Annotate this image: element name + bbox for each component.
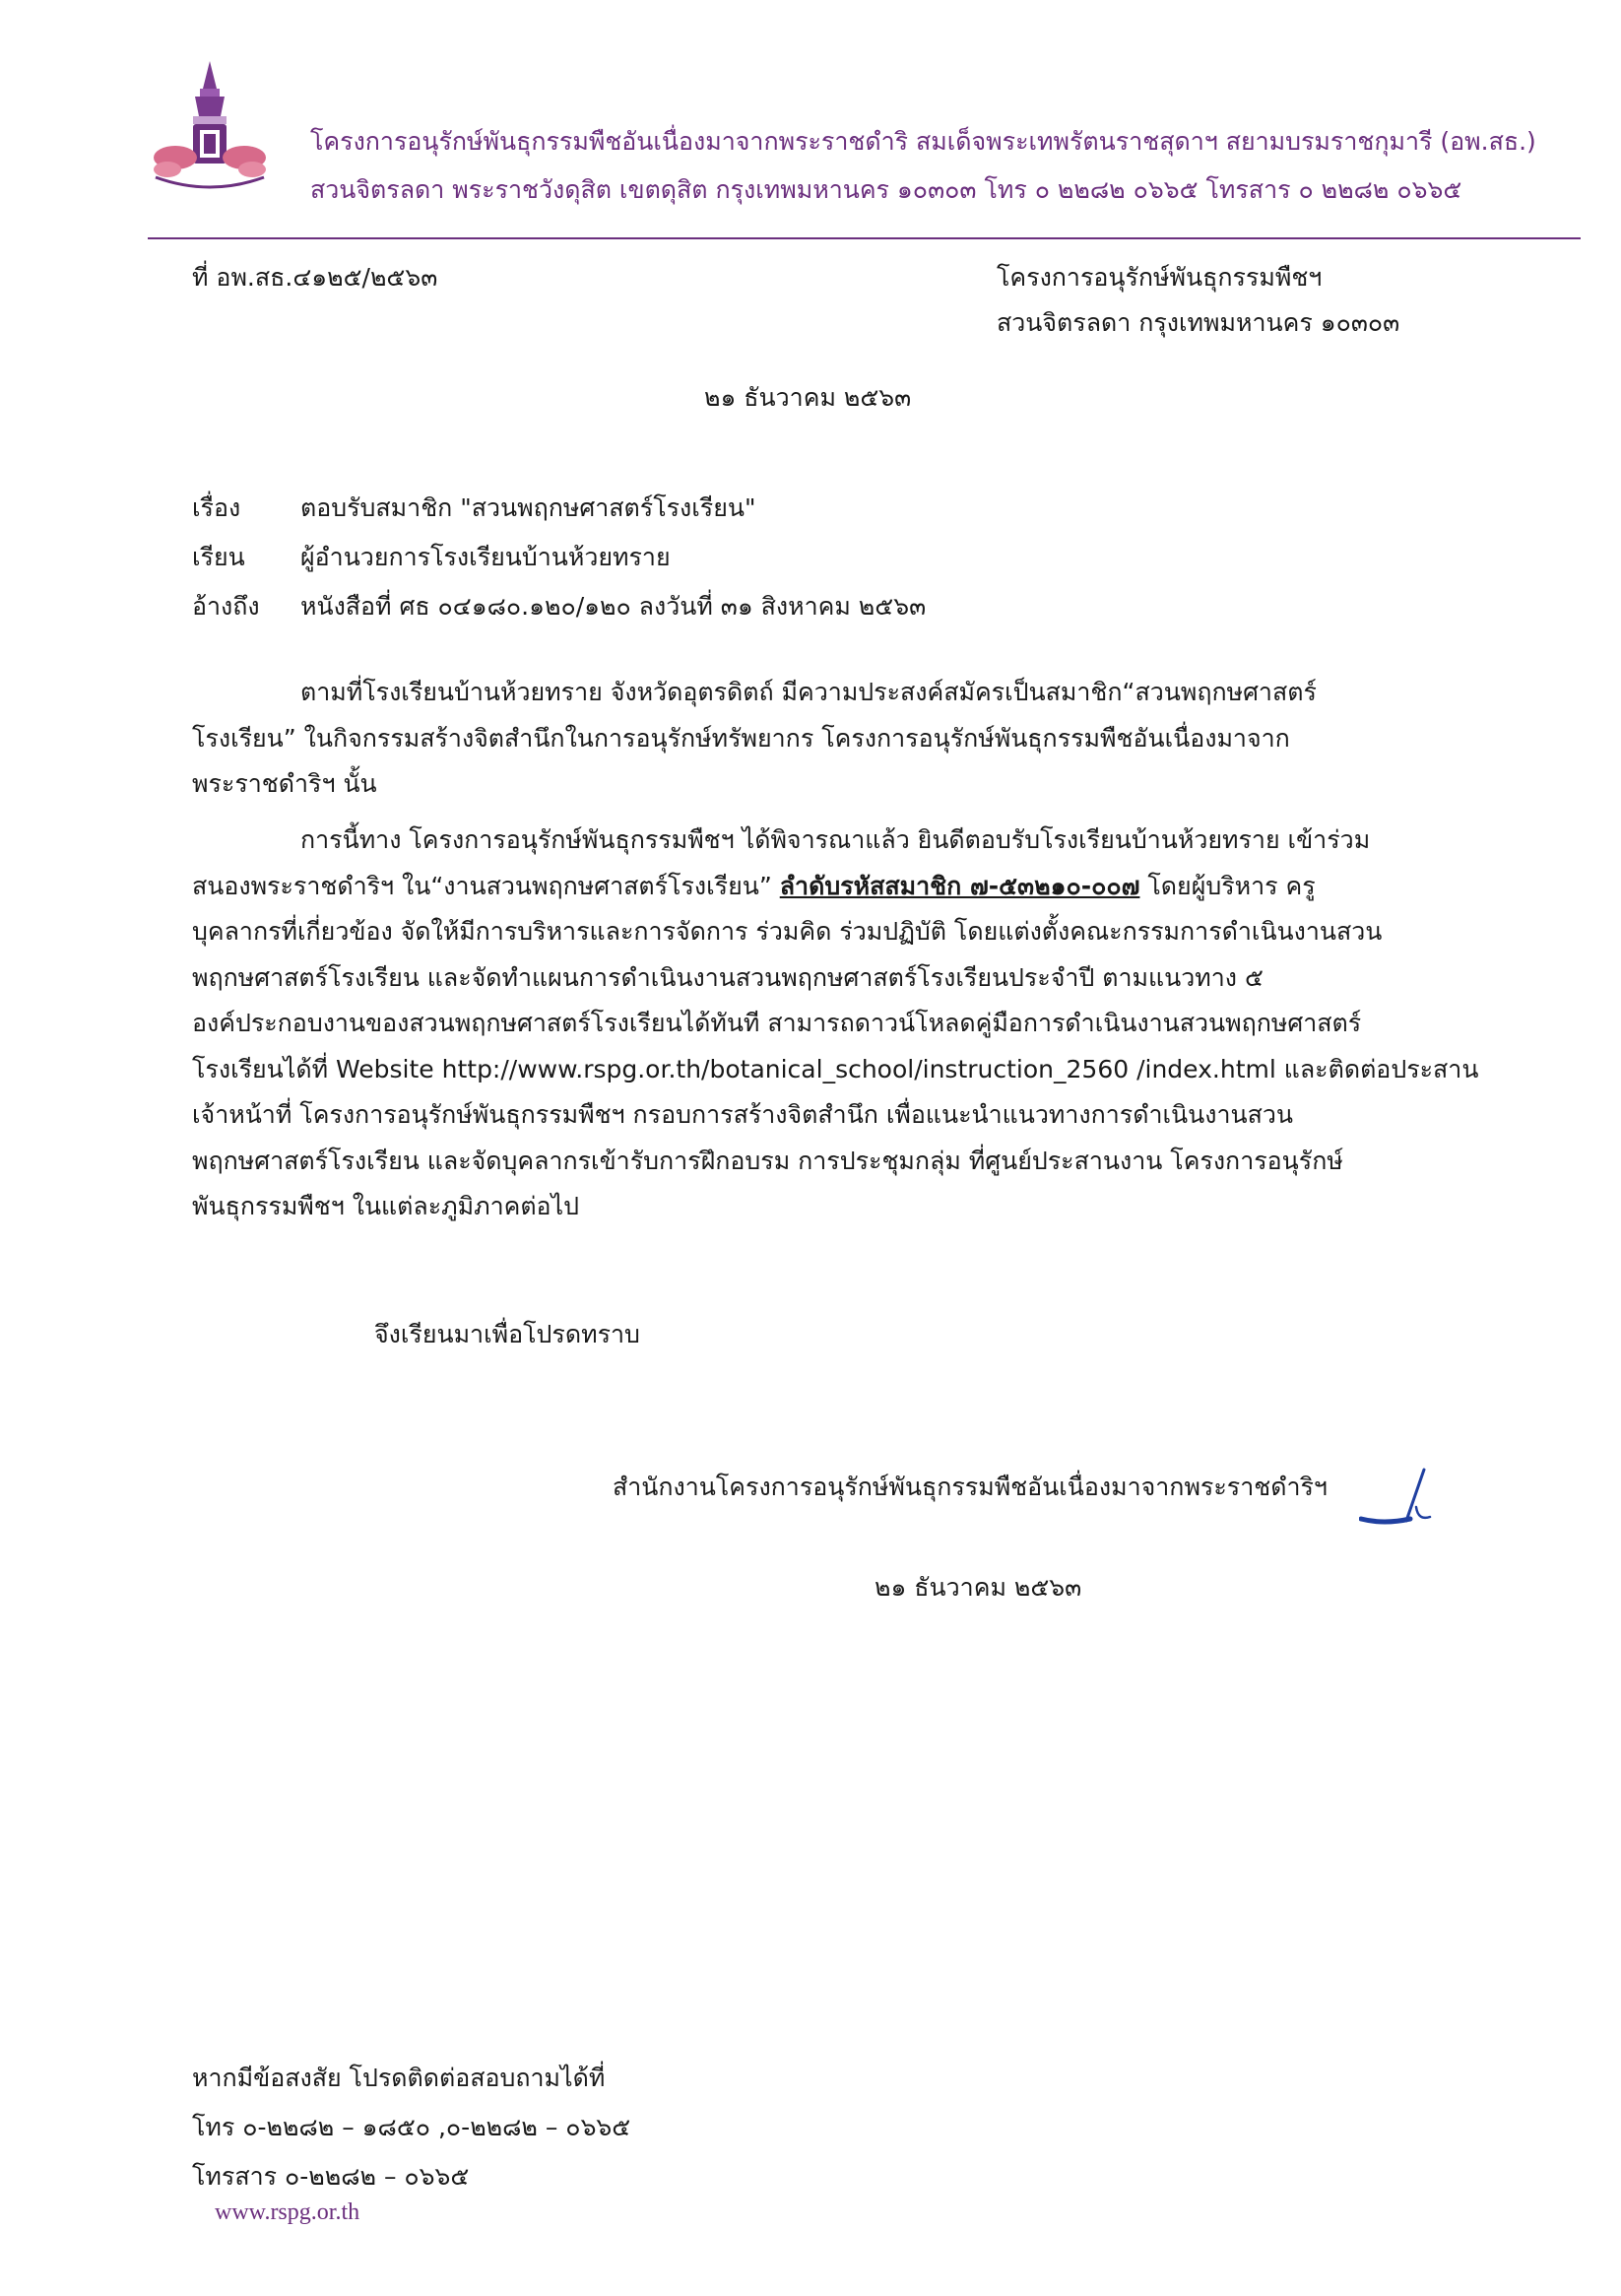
contact-intro: หากมีข้อสงสัย โปรดติดต่อสอบถามได้ที่ [192,2064,606,2092]
paragraph-1-line: พระราชดำริฯ นั้น [192,769,377,798]
paragraph-1-line: โรงเรียน” ในกิจกรรมสร้างจิตสำนึกในการอนุรักษ์ทรัพยากร โครงการอนุรักษ์พันธุกรรมพืชอันเนื่องมาจาก [192,723,1290,753]
paragraph-2-line: เจ้าหน้าที่ โครงการอนุรักษ์พันธุกรรมพืชฯ กรอบการสร้างจิตสำนึก เพื่อแนะนำแนวทางการดำเนินงานสวน [192,1100,1293,1129]
website-link[interactable]: www.rspg.or.th [215,2199,360,2225]
document-number: ที่ อพ.สธ.๔๑๒๕/๒๕๖๓ [192,263,438,292]
sender-address-line-1: โครงการอนุรักษ์พันธุกรรมพืชฯ [997,263,1323,292]
sender-address-line-2: สวนจิตรลดา กรุงเทพมหานคร ๑๐๓๐๓ [997,308,1400,337]
paragraph-2-pre: สนองพระราชดำริฯ ใน“งานสวนพฤกษศาสตร์โรงเรียน” [192,871,780,900]
to-value: ผู้อำนวยการโรงเรียนบ้านห้วยทราย [300,543,671,571]
contact-phone: โทร ๐-๒๒๘๒ – ๑๘๕๐ ,๐-๒๒๘๒ – ๐๖๖๕ [192,2113,631,2141]
signature-date: ๒๑ ธันวาคม ๒๕๖๓ [875,1573,1082,1602]
signature-mark-icon [1359,1448,1438,1537]
rspg-logo [146,59,274,207]
paragraph-2 [192,818,1479,1230]
reference-value: หนังสือที่ ศธ ๐๔๑๘๐.๑๒๐/๑๒๐ ลงวันที่ ๓๑ สิงหาคม ๒๕๖๓ [300,592,927,621]
paragraph-2-line: องค์ประกอบงานของสวนพฤกษศาสตร์โรงเรียนได้ทันที สามารถดาวน์โหลดคู่มือการดำเนินงานสวนพฤกษศาสตร์ [192,1009,1362,1037]
reference-label: อ้างถึง [192,592,260,621]
paragraph-2-line: พฤกษศาสตร์โรงเรียน และจัดบุคลากรเข้ารับการฝึกอบรม การประชุมกลุ่ม ที่ศูนย์ประสานงาน โครงการอนุรักษ์ [192,1146,1343,1175]
paragraph-1-line: ตามที่โรงเรียนบ้านห้วยทราย จังหวัดอุตรดิตถ์ มีความประสงค์สมัครเป็นสมาชิก“สวนพฤกษศาสตร์ [300,678,1317,706]
member-code: ลำดับรหัสสมาชิก ๗-๕๓๒๑๐-๐๐๗ [779,871,1140,900]
closing-line: จึงเรียนมาเพื่อโปรดทราบ [374,1320,640,1348]
paragraph-2-line: พันธุกรรมพืชฯ ในแต่ละภูมิภาคต่อไป [192,1192,580,1220]
to-label: เรียน [192,543,245,571]
letterhead-divider [148,237,1581,239]
subject-label: เรื่อง [192,493,241,522]
letterhead-line-2: สวนจิตรลดา พระราชวังดุสิต เขตดุสิต กรุงเทพมหานคร ๑๐๓๐๓ โทร ๐ ๒๒๘๒ ๐๖๖๕ โทรสาร ๐ ๒๒๘๒ ๐๖๖๕ [310,175,1462,204]
subject-value: ตอบรับสมาชิก "สวนพฤกษศาสตร์โรงเรียน" [300,493,756,522]
paragraph-2-line: บุคลากรที่เกี่ยวข้อง จัดให้มีการบริหารและการจัดการ ร่วมคิด ร่วมปฏิบัติ โดยแต่งตั้งคณะกรรมการดำเนินงานสวน [192,917,1383,946]
rspg-emblem-icon [146,59,274,207]
paragraph-2-line: พฤกษศาสตร์โรงเรียน และจัดทำแผนการดำเนินงานสวนพฤกษศาสตร์โรงเรียนประจำปี ตามแนวทาง ๕ [192,962,1264,992]
letter-date: ๒๑ ธันวาคม ๒๕๖๓ [704,383,912,412]
paragraph-2-line-website: โรงเรียนได้ที่ Website http://www.rspg.or.th/botanical_school/instruction_2560 /index.html และติดต่อประสาน [192,1054,1479,1083]
paragraph-2-post: โดยผู้บริหาร ครู [1139,871,1316,900]
contact-fax: โทรสาร ๐-๒๒๘๒ – ๐๖๖๕ [192,2162,470,2191]
signatory: สำนักงานโครงการอนุรักษ์พันธุกรรมพืชอันเนื่องมาจากพระราชดำริฯ [613,1473,1328,1501]
letterhead-line-1: โครงการอนุรักษ์พันธุกรรมพืชอันเนื่องมาจากพระราชดำริ สมเด็จพระเทพรัตนราชสุดาฯ สยามบรมราชกุมารี (อพ.สธ.) [310,127,1536,156]
paragraph-2-line: การนี้ทาง โครงการอนุรักษ์พันธุกรรมพืชฯ ได้พิจารณาแล้ว ยินดีตอบรับโรงเรียนบ้านห้วยทราย เข้าร่วม [300,825,1371,854]
paragraph-2-line [192,864,1441,910]
paragraph-1 [192,670,1441,808]
handwritten-signature [1359,1448,1438,1537]
